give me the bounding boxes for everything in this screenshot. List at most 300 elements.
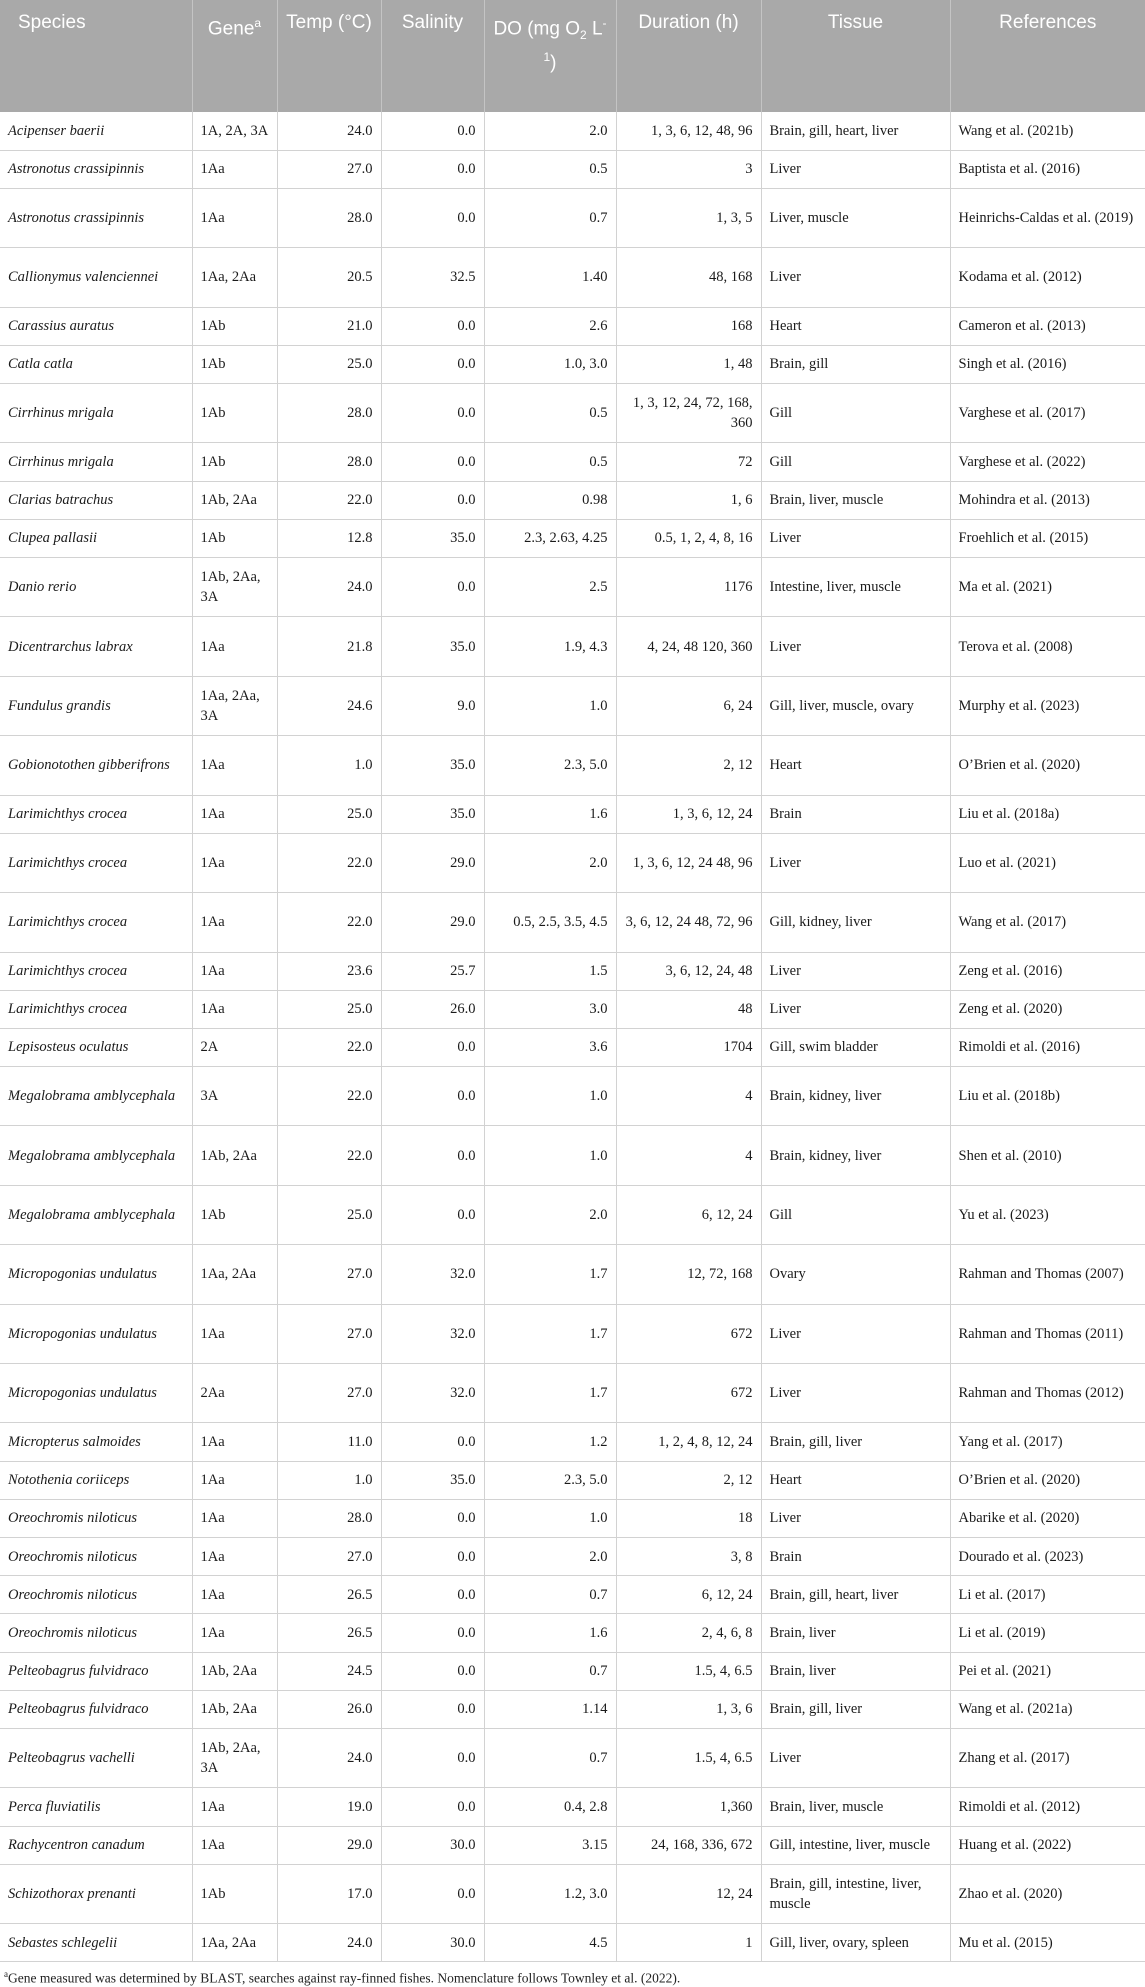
cell-tissue: Liver <box>761 150 950 188</box>
cell-temp: 25.0 <box>277 345 381 383</box>
cell-duration: 168 <box>616 307 761 345</box>
table-header-row <box>0 0 1145 112</box>
cell-gene: 2Aa <box>192 1364 277 1423</box>
cell-duration: 18 <box>616 1499 761 1537</box>
cell-species: Oreochromis niloticus <box>0 1614 192 1652</box>
cell-gene: 1Aa <box>192 1788 277 1826</box>
cell-gene: 1Ab, 2Aa, 3A <box>192 1728 277 1787</box>
cell-gene: 1Ab <box>192 1185 277 1244</box>
cell-duration: 4 <box>616 1126 761 1185</box>
cell-duration: 4, 24, 48 120, 360 <box>616 617 761 676</box>
cell-salinity: 0.0 <box>381 481 484 519</box>
cell-species: Megalobrama amblycephala <box>0 1126 192 1185</box>
cell-temp: 21.8 <box>277 617 381 676</box>
cell-salinity: 0.0 <box>381 1499 484 1537</box>
cell-temp: 28.0 <box>277 443 381 481</box>
cell-temp: 26.0 <box>277 1690 381 1728</box>
cell-species: Callionymus valenciennei <box>0 248 192 307</box>
cell-species: Astronotus crassipinnis <box>0 150 192 188</box>
cell-salinity: 0.0 <box>381 1690 484 1728</box>
cell-temp: 25.0 <box>277 990 381 1028</box>
cell-tissue: Brain, kidney, liver <box>761 1126 950 1185</box>
table-row <box>0 557 1145 616</box>
cell-duration: 1, 2, 4, 8, 12, 24 <box>616 1423 761 1461</box>
cell-gene: 1A, 2A, 3A <box>192 112 277 150</box>
cell-species: Sebastes schlegelii <box>0 1924 192 1962</box>
cell-species: Clarias batrachus <box>0 481 192 519</box>
cell-salinity: 0.0 <box>381 1864 484 1923</box>
cell-gene: 1Ab <box>192 307 277 345</box>
cell-duration: 1704 <box>616 1028 761 1066</box>
cell-species: Micropterus salmoides <box>0 1423 192 1461</box>
table-row <box>0 112 1145 150</box>
cell-duration: 12, 72, 168 <box>616 1245 761 1304</box>
cell-reference: Li et al. (2019) <box>950 1614 1145 1652</box>
cell-duration: 72 <box>616 443 761 481</box>
cell-salinity: 26.0 <box>381 990 484 1028</box>
cell-do: 1.9, 4.3 <box>484 617 616 676</box>
cell-reference: Yang et al. (2017) <box>950 1423 1145 1461</box>
cell-species: Dicentrarchus labrax <box>0 617 192 676</box>
cell-temp: 29.0 <box>277 1826 381 1864</box>
header-temp: Temp (°C) <box>277 0 381 112</box>
table-row <box>0 481 1145 519</box>
cell-duration: 1, 6 <box>616 481 761 519</box>
cell-duration: 1, 3, 12, 24, 72, 168, 360 <box>616 384 761 443</box>
cell-duration: 48, 168 <box>616 248 761 307</box>
cell-do: 0.98 <box>484 481 616 519</box>
cell-tissue: Liver, muscle <box>761 188 950 247</box>
cell-gene: 1Aa <box>192 736 277 795</box>
cell-salinity: 0.0 <box>381 112 484 150</box>
cell-temp: 17.0 <box>277 1864 381 1923</box>
cell-reference: Baptista et al. (2016) <box>950 150 1145 188</box>
cell-duration: 1 <box>616 1924 761 1962</box>
cell-do: 0.5, 2.5, 3.5, 4.5 <box>484 893 616 952</box>
cell-salinity: 35.0 <box>381 1461 484 1499</box>
cell-reference: O’Brien et al. (2020) <box>950 1461 1145 1499</box>
table-row <box>0 1924 1145 1962</box>
cell-reference: Liu et al. (2018b) <box>950 1067 1145 1126</box>
cell-reference: Wang et al. (2017) <box>950 893 1145 952</box>
header-do: DO (mg $O_2$ $L^{-1}$) <box>484 0 616 112</box>
cell-gene: 1Aa <box>192 1826 277 1864</box>
cell-tissue: Gill, liver, ovary, spleen <box>761 1924 950 1962</box>
cell-reference: Li et al. (2017) <box>950 1576 1145 1614</box>
cell-salinity: 0.0 <box>381 1728 484 1787</box>
cell-do: 0.5 <box>484 384 616 443</box>
table-row <box>0 1614 1145 1652</box>
table-row <box>0 1126 1145 1185</box>
cell-duration: 3, 8 <box>616 1537 761 1575</box>
cell-tissue: Gill, intestine, liver, muscle <box>761 1826 950 1864</box>
cell-species: Rachycentron canadum <box>0 1826 192 1864</box>
cell-reference: Zeng et al. (2020) <box>950 990 1145 1028</box>
cell-duration: 3 <box>616 150 761 188</box>
cell-temp: 27.0 <box>277 1304 381 1363</box>
cell-salinity: 0.0 <box>381 1067 484 1126</box>
cell-reference: Varghese et al. (2017) <box>950 384 1145 443</box>
cell-duration: 2, 12 <box>616 1461 761 1499</box>
cell-duration: 12, 24 <box>616 1864 761 1923</box>
cell-tissue: Liver <box>761 617 950 676</box>
cell-salinity: 0.0 <box>381 1028 484 1066</box>
cell-do: 1.6 <box>484 795 616 833</box>
cell-reference: Dourado et al. (2023) <box>950 1537 1145 1575</box>
cell-tissue: Intestine, liver, muscle <box>761 557 950 616</box>
cell-species: Cirrhinus mrigala <box>0 384 192 443</box>
cell-tissue: Heart <box>761 307 950 345</box>
cell-reference: Luo et al. (2021) <box>950 833 1145 892</box>
cell-reference: Mohindra et al. (2013) <box>950 481 1145 519</box>
cell-species: Pelteobagrus vachelli <box>0 1728 192 1787</box>
cell-duration: 1, 48 <box>616 345 761 383</box>
cell-duration: 6, 24 <box>616 676 761 735</box>
cell-do: 1.0 <box>484 1126 616 1185</box>
cell-reference: Murphy et al. (2023) <box>950 676 1145 735</box>
cell-salinity: 30.0 <box>381 1826 484 1864</box>
cell-do: 1.5 <box>484 952 616 990</box>
cell-reference: Rimoldi et al. (2016) <box>950 1028 1145 1066</box>
cell-tissue: Gill, swim bladder <box>761 1028 950 1066</box>
cell-do: 1.2, 3.0 <box>484 1864 616 1923</box>
cell-tissue: Brain, liver <box>761 1614 950 1652</box>
table-row <box>0 188 1145 247</box>
cell-reference: Rahman and Thomas (2011) <box>950 1304 1145 1363</box>
table-row <box>0 952 1145 990</box>
cell-gene: 1Aa <box>192 617 277 676</box>
cell-temp: 26.5 <box>277 1576 381 1614</box>
cell-species: Cirrhinus mrigala <box>0 443 192 481</box>
cell-salinity: 0.0 <box>381 345 484 383</box>
cell-temp: 22.0 <box>277 481 381 519</box>
cell-tissue: Gill <box>761 1185 950 1244</box>
cell-do: 0.7 <box>484 1728 616 1787</box>
cell-tissue: Liver <box>761 248 950 307</box>
cell-do: 1.0 <box>484 1067 616 1126</box>
cell-tissue: Liver <box>761 1304 950 1363</box>
cell-do: 1.40 <box>484 248 616 307</box>
cell-tissue: Brain, liver, muscle <box>761 481 950 519</box>
cell-tissue: Brain, liver, muscle <box>761 1788 950 1826</box>
cell-reference: Varghese et al. (2022) <box>950 443 1145 481</box>
cell-tissue: Brain, gill, heart, liver <box>761 1576 950 1614</box>
cell-gene: 1Ab, 2Aa <box>192 1126 277 1185</box>
cell-species: Larimichthys crocea <box>0 893 192 952</box>
cell-reference: Yu et al. (2023) <box>950 1185 1145 1244</box>
cell-gene: 1Aa <box>192 1304 277 1363</box>
cell-gene: 1Aa, 2Aa <box>192 1245 277 1304</box>
table-row <box>0 345 1145 383</box>
cell-do: 1.14 <box>484 1690 616 1728</box>
cell-do: 2.6 <box>484 307 616 345</box>
cell-tissue: Brain <box>761 795 950 833</box>
cell-tissue: Liver <box>761 833 950 892</box>
cell-tissue: Gill, kidney, liver <box>761 893 950 952</box>
cell-temp: 24.0 <box>277 557 381 616</box>
table-row <box>0 1537 1145 1575</box>
cell-do: 0.4, 2.8 <box>484 1788 616 1826</box>
cell-do: 1.0, 3.0 <box>484 345 616 383</box>
cell-salinity: 0.0 <box>381 1576 484 1614</box>
cell-species: Larimichthys crocea <box>0 833 192 892</box>
cell-salinity: 35.0 <box>381 519 484 557</box>
cell-duration: 672 <box>616 1304 761 1363</box>
cell-salinity: 9.0 <box>381 676 484 735</box>
cell-temp: 24.6 <box>277 676 381 735</box>
cell-species: Lepisosteus oculatus <box>0 1028 192 1066</box>
cell-do: 3.6 <box>484 1028 616 1066</box>
cell-species: Oreochromis niloticus <box>0 1576 192 1614</box>
cell-tissue: Ovary <box>761 1245 950 1304</box>
cell-duration: 1, 3, 6, 12, 24 48, 96 <box>616 833 761 892</box>
cell-species: Catla catla <box>0 345 192 383</box>
cell-salinity: 29.0 <box>381 833 484 892</box>
cell-reference: Ma et al. (2021) <box>950 557 1145 616</box>
cell-tissue: Gill, liver, muscle, ovary <box>761 676 950 735</box>
table-row <box>0 1576 1145 1614</box>
cell-temp: 21.0 <box>277 307 381 345</box>
cell-species: Perca fluviatilis <box>0 1788 192 1826</box>
cell-do: 2.3, 5.0 <box>484 736 616 795</box>
cell-duration: 1, 3, 6 <box>616 1690 761 1728</box>
cell-temp: 28.0 <box>277 384 381 443</box>
cell-salinity: 35.0 <box>381 736 484 795</box>
cell-tissue: Brain, gill, heart, liver <box>761 112 950 150</box>
cell-duration: 4 <box>616 1067 761 1126</box>
cell-gene: 1Ab <box>192 443 277 481</box>
cell-do: 0.7 <box>484 1652 616 1690</box>
cell-reference: Rimoldi et al. (2012) <box>950 1788 1145 1826</box>
cell-tissue: Liver <box>761 1499 950 1537</box>
header-duration: Duration (h) <box>616 0 761 112</box>
cell-temp: 12.8 <box>277 519 381 557</box>
cell-reference: Pei et al. (2021) <box>950 1652 1145 1690</box>
cell-reference: Rahman and Thomas (2012) <box>950 1364 1145 1423</box>
cell-salinity: 0.0 <box>381 1126 484 1185</box>
cell-gene: 1Aa <box>192 1461 277 1499</box>
cell-reference: Wang et al. (2021b) <box>950 112 1145 150</box>
cell-gene: 1Aa <box>192 188 277 247</box>
cell-temp: 24.0 <box>277 1924 381 1962</box>
table-row <box>0 833 1145 892</box>
table-row <box>0 617 1145 676</box>
table-row <box>0 1245 1145 1304</box>
cell-tissue: Liver <box>761 1728 950 1787</box>
cell-tissue: Brain, gill <box>761 345 950 383</box>
cell-reference: Heinrichs-Caldas et al. (2019) <box>950 188 1145 247</box>
table-row <box>0 1067 1145 1126</box>
cell-do: 1.0 <box>484 676 616 735</box>
cell-species: Pelteobagrus fulvidraco <box>0 1690 192 1728</box>
table-row <box>0 443 1145 481</box>
cell-temp: 25.0 <box>277 795 381 833</box>
cell-do: 1.7 <box>484 1364 616 1423</box>
header-salinity: Salinity <box>381 0 484 112</box>
cell-do: 1.2 <box>484 1423 616 1461</box>
cell-temp: 22.0 <box>277 893 381 952</box>
cell-gene: 3A <box>192 1067 277 1126</box>
cell-tissue: Liver <box>761 990 950 1028</box>
cell-do: 3.15 <box>484 1826 616 1864</box>
table-row <box>0 990 1145 1028</box>
cell-reference: Huang et al. (2022) <box>950 1826 1145 1864</box>
cell-species: Micropogonias undulatus <box>0 1364 192 1423</box>
table-row <box>0 1461 1145 1499</box>
cell-do: 3.0 <box>484 990 616 1028</box>
cell-reference: O’Brien et al. (2020) <box>950 736 1145 795</box>
cell-temp: 22.0 <box>277 1126 381 1185</box>
cell-salinity: 0.0 <box>381 307 484 345</box>
cell-reference: Terova et al. (2008) <box>950 617 1145 676</box>
cell-salinity: 0.0 <box>381 188 484 247</box>
cell-salinity: 0.0 <box>381 1652 484 1690</box>
cell-temp: 1.0 <box>277 1461 381 1499</box>
table-footnote: $^a$Gene measured was determined by BLAST, searches against ray-finned fishes. Nomenclature follows Townley et al. (2022). <box>4 1969 681 1986</box>
cell-species: Fundulus grandis <box>0 676 192 735</box>
cell-gene: 1Ab, 2Aa <box>192 481 277 519</box>
cell-salinity: 29.0 <box>381 893 484 952</box>
cell-salinity: 32.0 <box>381 1304 484 1363</box>
cell-salinity: 30.0 <box>381 1924 484 1962</box>
cell-do: 0.7 <box>484 1576 616 1614</box>
table-row <box>0 1652 1145 1690</box>
cell-tissue: Heart <box>761 736 950 795</box>
cell-species: Gobionotothen gibberifrons <box>0 736 192 795</box>
table-row <box>0 1728 1145 1787</box>
cell-species: Larimichthys crocea <box>0 990 192 1028</box>
table-row <box>0 1864 1145 1923</box>
cell-do: 2.3, 2.63, 4.25 <box>484 519 616 557</box>
cell-tissue: Brain, gill, intestine, liver, muscle <box>761 1864 950 1923</box>
table-row <box>0 1788 1145 1826</box>
cell-do: 2.0 <box>484 1537 616 1575</box>
cell-temp: 27.0 <box>277 1364 381 1423</box>
cell-tissue: Liver <box>761 519 950 557</box>
cell-species: Clupea pallasii <box>0 519 192 557</box>
cell-gene: 1Ab <box>192 384 277 443</box>
cell-gene: 1Aa <box>192 893 277 952</box>
cell-do: 2.0 <box>484 112 616 150</box>
cell-tissue: Gill <box>761 384 950 443</box>
cell-reference: Shen et al. (2010) <box>950 1126 1145 1185</box>
table-row <box>0 248 1145 307</box>
cell-reference: Zhao et al. (2020) <box>950 1864 1145 1923</box>
cell-duration: 3, 6, 12, 24 48, 72, 96 <box>616 893 761 952</box>
cell-gene: 1Ab <box>192 519 277 557</box>
cell-gene: 1Ab, 2Aa <box>192 1652 277 1690</box>
cell-duration: 1.5, 4, 6.5 <box>616 1728 761 1787</box>
cell-species: Megalobrama amblycephala <box>0 1067 192 1126</box>
table-row <box>0 795 1145 833</box>
cell-reference: Mu et al. (2015) <box>950 1924 1145 1962</box>
cell-temp: 24.0 <box>277 1728 381 1787</box>
cell-duration: 2, 4, 6, 8 <box>616 1614 761 1652</box>
cell-salinity: 0.0 <box>381 1423 484 1461</box>
cell-reference: Singh et al. (2016) <box>950 345 1145 383</box>
cell-gene: 1Aa <box>192 1537 277 1575</box>
cell-duration: 1, 3, 6, 12, 48, 96 <box>616 112 761 150</box>
cell-tissue: Brain <box>761 1537 950 1575</box>
cell-temp: 24.0 <box>277 112 381 150</box>
cell-gene: 1Aa <box>192 1423 277 1461</box>
table-row <box>0 384 1145 443</box>
cell-duration: 1, 3, 6, 12, 24 <box>616 795 761 833</box>
cell-salinity: 0.0 <box>381 1614 484 1652</box>
cell-duration: 0.5, 1, 2, 4, 8, 16 <box>616 519 761 557</box>
cell-duration: 3, 6, 12, 24, 48 <box>616 952 761 990</box>
table-row <box>0 150 1145 188</box>
cell-salinity: 32.5 <box>381 248 484 307</box>
cell-do: 1.6 <box>484 1614 616 1652</box>
cell-reference: Froehlich et al. (2015) <box>950 519 1145 557</box>
cell-duration: 1,360 <box>616 1788 761 1826</box>
cell-tissue: Heart <box>761 1461 950 1499</box>
cell-temp: 25.0 <box>277 1185 381 1244</box>
cell-gene: 1Aa <box>192 952 277 990</box>
cell-reference: Kodama et al. (2012) <box>950 248 1145 307</box>
cell-salinity: 0.0 <box>381 1788 484 1826</box>
cell-reference: Rahman and Thomas (2007) <box>950 1245 1145 1304</box>
cell-salinity: 0.0 <box>381 150 484 188</box>
cell-tissue: Liver <box>761 1364 950 1423</box>
cell-gene: 1Ab, 2Aa <box>192 1690 277 1728</box>
cell-temp: 24.5 <box>277 1652 381 1690</box>
cell-salinity: 0.0 <box>381 1185 484 1244</box>
table-row <box>0 1364 1145 1423</box>
cell-salinity: 0.0 <box>381 557 484 616</box>
cell-duration: 1176 <box>616 557 761 616</box>
header-gene: Gene$^a$ <box>192 0 277 112</box>
table-row <box>0 676 1145 735</box>
cell-gene: 1Aa, 2Aa <box>192 248 277 307</box>
cell-species: Notothenia coriiceps <box>0 1461 192 1499</box>
table-row <box>0 1185 1145 1244</box>
cell-gene: 1Aa <box>192 150 277 188</box>
table-row <box>0 1028 1145 1066</box>
cell-temp: 22.0 <box>277 833 381 892</box>
cell-do: 1.7 <box>484 1304 616 1363</box>
cell-temp: 23.6 <box>277 952 381 990</box>
cell-duration: 2, 12 <box>616 736 761 795</box>
table-row <box>0 1304 1145 1363</box>
cell-tissue: Brain, kidney, liver <box>761 1067 950 1126</box>
cell-gene: 1Aa <box>192 1499 277 1537</box>
cell-gene: 1Aa <box>192 1576 277 1614</box>
cell-do: 2.0 <box>484 1185 616 1244</box>
cell-reference: Zhang et al. (2017) <box>950 1728 1145 1787</box>
cell-gene: 1Aa <box>192 795 277 833</box>
cell-species: Larimichthys crocea <box>0 952 192 990</box>
cell-do: 2.3, 5.0 <box>484 1461 616 1499</box>
cell-species: Acipenser baerii <box>0 112 192 150</box>
cell-salinity: 0.0 <box>381 1537 484 1575</box>
cell-species: Larimichthys crocea <box>0 795 192 833</box>
cell-temp: 27.0 <box>277 1245 381 1304</box>
cell-reference: Zeng et al. (2016) <box>950 952 1145 990</box>
cell-gene: 1Aa, 2Aa <box>192 1924 277 1962</box>
cell-salinity: 35.0 <box>381 617 484 676</box>
cell-do: 0.7 <box>484 188 616 247</box>
cell-tissue: Liver <box>761 952 950 990</box>
cell-tissue: Brain, liver <box>761 1652 950 1690</box>
table-row <box>0 736 1145 795</box>
cell-temp: 28.0 <box>277 1499 381 1537</box>
cell-salinity: 0.0 <box>381 443 484 481</box>
cell-species: Danio rerio <box>0 557 192 616</box>
cell-species: Oreochromis niloticus <box>0 1499 192 1537</box>
cell-do: 4.5 <box>484 1924 616 1962</box>
